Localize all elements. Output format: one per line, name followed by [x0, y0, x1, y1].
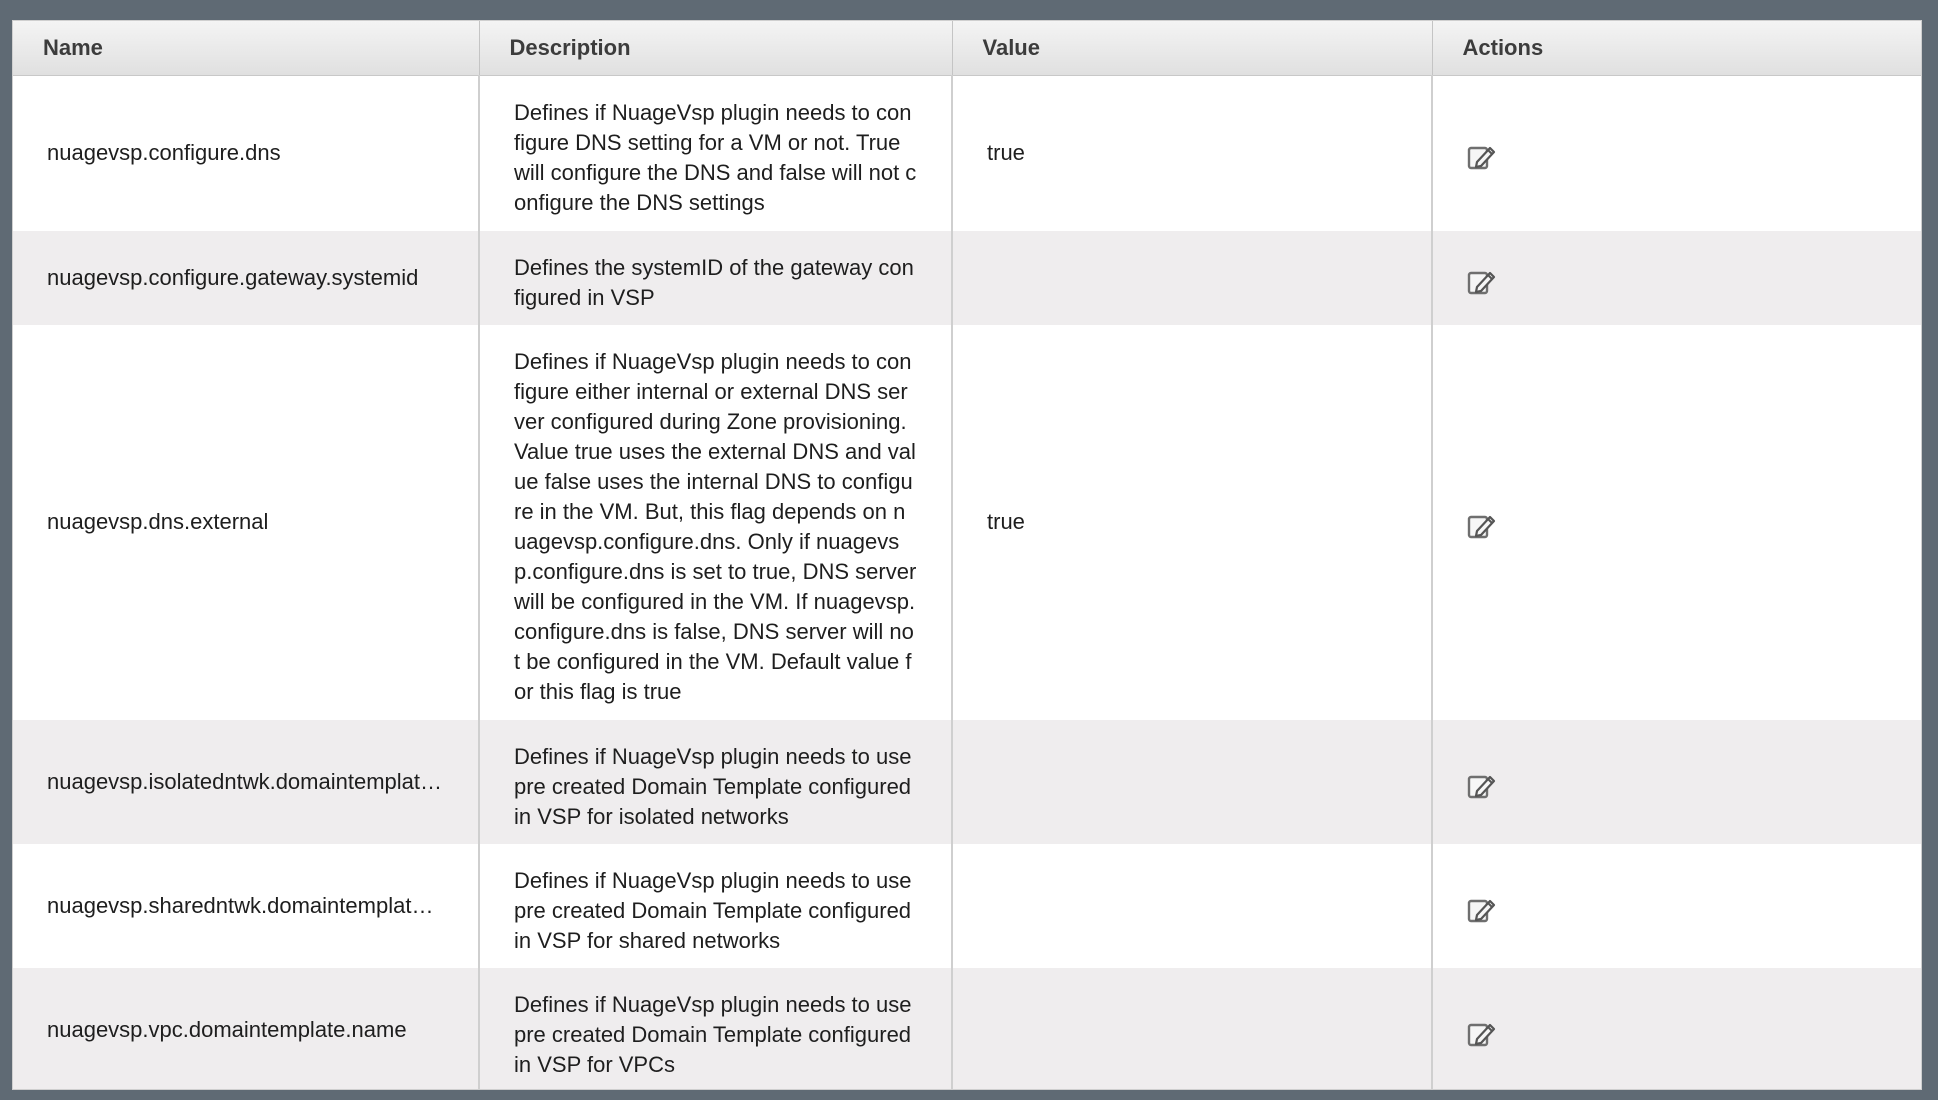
setting-value: true — [952, 325, 1432, 720]
setting-description: Defines the systemID of the gateway configured in VSP — [479, 231, 952, 325]
setting-description: Defines if NuageVsp plugin needs to use pre created Domain Template configured in VSP for shared networks — [479, 844, 952, 968]
actions-cell — [1432, 968, 1921, 1091]
table-row — [13, 844, 1921, 968]
setting-value: true — [952, 76, 1432, 231]
settings-table — [13, 21, 1921, 1090]
setting-description: Defines if NuageVsp plugin needs to use pre created Domain Template configured in VSP for isolated networks — [479, 720, 952, 844]
setting-description: Defines if NuageVsp plugin needs to configure either internal or external DNS server configured during Zone provisioning. Value true uses the external DNS and value false uses the internal DNS to configure in the VM. But, this flag depends on nuagevsp.configure.dns. Only if nuagevsp.configure.dns is set to true, DNS server will be configured in the VM. If nuagevsp.configure.dns is false, DNS server will not be configured in the VM. Default value for this flag is true — [479, 325, 952, 720]
column-header-description[interactable]: Description — [479, 21, 952, 76]
table-row — [13, 720, 1921, 844]
setting-name: nuagevsp.vpc.domaintemplate.name — [13, 968, 479, 1091]
setting-value — [952, 231, 1432, 325]
table-row — [13, 968, 1921, 1091]
edit-icon[interactable] — [1466, 142, 1496, 172]
settings-table-panel — [12, 20, 1922, 1090]
table-header-row — [13, 21, 1921, 76]
table-row — [13, 76, 1921, 231]
setting-name: nuagevsp.configure.dns — [13, 76, 479, 231]
setting-description: Defines if NuageVsp plugin needs to configure DNS setting for a VM or not. True will configure the DNS and false will not configure the DNS settings — [479, 76, 952, 231]
actions-cell — [1432, 325, 1921, 720]
table-row — [13, 325, 1921, 720]
edit-icon[interactable] — [1466, 895, 1496, 925]
setting-value — [952, 844, 1432, 968]
actions-cell — [1432, 231, 1921, 325]
column-header-actions: Actions — [1432, 21, 1921, 76]
table-row — [13, 231, 1921, 325]
column-header-value[interactable]: Value — [952, 21, 1432, 76]
edit-icon[interactable] — [1466, 1019, 1496, 1049]
setting-name: nuagevsp.sharedntwk.domaintemplat… — [13, 844, 479, 968]
actions-cell — [1432, 76, 1921, 231]
edit-icon[interactable] — [1466, 511, 1496, 541]
setting-value — [952, 720, 1432, 844]
edit-icon[interactable] — [1466, 267, 1496, 297]
actions-cell — [1432, 720, 1921, 844]
column-header-name[interactable]: Name — [13, 21, 479, 76]
edit-icon[interactable] — [1466, 771, 1496, 801]
setting-value — [952, 968, 1432, 1091]
setting-name: nuagevsp.dns.external — [13, 325, 479, 720]
actions-cell — [1432, 844, 1921, 968]
setting-name: nuagevsp.configure.gateway.systemid — [13, 231, 479, 325]
setting-description: Defines if NuageVsp plugin needs to use pre created Domain Template configured in VSP for VPCs — [479, 968, 952, 1091]
setting-name: nuagevsp.isolatedntwk.domaintemplat… — [13, 720, 479, 844]
